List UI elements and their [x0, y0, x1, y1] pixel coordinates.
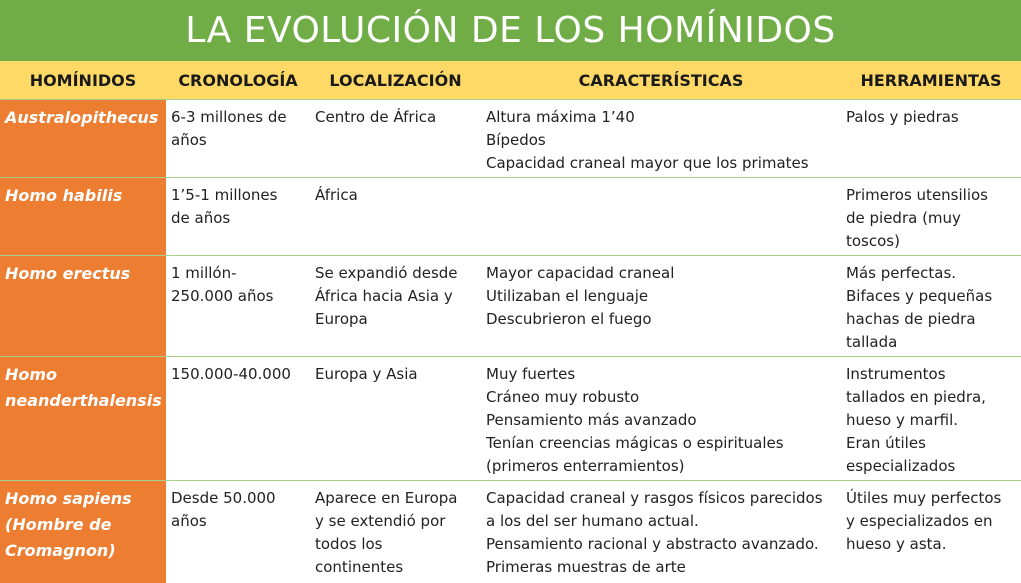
cronologia-line: de años — [171, 207, 306, 230]
caracteristicas-line: Pensamiento más avanzado — [486, 409, 837, 432]
caracteristicas-line: Descubrieron el fuego — [486, 308, 837, 331]
localizacion-line: continentes — [315, 556, 477, 579]
herramientas-line: tallada — [846, 331, 1017, 354]
hominido-line: (Hombre de — [5, 512, 162, 538]
caracteristicas-line: Capacidad craneal mayor que los primates — [486, 152, 837, 175]
table-row — [0, 357, 1021, 481]
caracteristicas-cell — [481, 357, 841, 481]
herramientas-line: hueso y asta. — [846, 533, 1017, 556]
caracteristicas-line: Altura máxima 1’40 — [486, 106, 837, 129]
cronologia-line: 1 millón- — [171, 262, 306, 285]
localizacion-cell — [310, 178, 481, 256]
caracteristicas-line: Muy fuertes — [486, 363, 837, 386]
caracteristicas-line: Cráneo muy robusto — [486, 386, 837, 409]
cronologia-cell — [166, 357, 310, 481]
herramientas-cell — [841, 256, 1021, 357]
caracteristicas-cell — [481, 481, 841, 583]
cronologia-cell — [166, 256, 310, 357]
localizacion-line: África — [315, 184, 477, 207]
hominido-line: Homo sapiens — [5, 486, 162, 512]
herramientas-line: Instrumentos — [846, 363, 1017, 386]
herramientas-line: especializados — [846, 455, 1017, 478]
caracteristicas-line: Capacidad craneal y rasgos físicos parecidos — [486, 487, 837, 510]
cronologia-cell — [166, 481, 310, 583]
hominids-table — [0, 61, 1021, 583]
caracteristicas-cell — [481, 256, 841, 357]
table-row — [0, 256, 1021, 357]
herramientas-line: Útiles muy perfectos — [846, 487, 1017, 510]
hominido-line: Cromagnon) — [5, 538, 162, 564]
localizacion-line: Se expandió desde — [315, 262, 477, 285]
herramientas-cell — [841, 357, 1021, 481]
herramientas-cell — [841, 481, 1021, 583]
header-hominidos: HOMÍNIDOS — [0, 61, 166, 100]
herramientas-line: Eran útiles — [846, 432, 1017, 455]
localizacion-line: todos los — [315, 533, 477, 556]
table-row — [0, 178, 1021, 256]
hominido-cell — [0, 481, 166, 583]
localizacion-line: Europa y Asia — [315, 363, 477, 386]
caracteristicas-line: a los del ser humano actual. — [486, 510, 837, 533]
localizacion-cell — [310, 357, 481, 481]
cronologia-line: 1’5-1 millones — [171, 184, 306, 207]
localizacion-cell — [310, 100, 481, 178]
caracteristicas-cell — [481, 178, 841, 256]
herramientas-line: tallados en piedra, — [846, 386, 1017, 409]
herramientas-cell — [841, 100, 1021, 178]
caracteristicas-line: Utilizaban el lenguaje — [486, 285, 837, 308]
header-localizacion: LOCALIZACIÓN — [310, 61, 481, 100]
header-herramientas: HERRAMIENTAS — [841, 61, 1021, 100]
herramientas-line: Palos y piedras — [846, 106, 1017, 129]
cronologia-cell — [166, 178, 310, 256]
herramientas-line: de piedra (muy — [846, 207, 1017, 230]
localizacion-cell — [310, 481, 481, 583]
caracteristicas-line: Primeras muestras de arte — [486, 556, 837, 579]
caracteristicas-line: (primeros enterramientos) — [486, 455, 837, 478]
cronologia-cell — [166, 100, 310, 178]
cronologia-line: años — [171, 129, 306, 152]
localizacion-cell — [310, 256, 481, 357]
hominido-cell — [0, 100, 166, 178]
herramientas-line: toscos) — [846, 230, 1017, 253]
hominido-line: neanderthalensis — [5, 388, 162, 414]
header-caracteristicas: CARACTERÍSTICAS — [481, 61, 841, 100]
cronologia-line: 250.000 años — [171, 285, 306, 308]
table-row — [0, 100, 1021, 178]
table-row — [0, 481, 1021, 583]
localizacion-line: Centro de África — [315, 106, 477, 129]
herramientas-line: hueso y marfil. — [846, 409, 1017, 432]
page-title: LA EVOLUCIÓN DE LOS HOMÍNIDOS — [0, 0, 1021, 61]
caracteristicas-line: Mayor capacidad craneal — [486, 262, 837, 285]
herramientas-line: y especializados en — [846, 510, 1017, 533]
hominido-line: Homo — [5, 362, 162, 388]
cronologia-line: 6-3 millones de — [171, 106, 306, 129]
herramientas-line: hachas de piedra — [846, 308, 1017, 331]
herramientas-line: Bifaces y pequeñas — [846, 285, 1017, 308]
hominido-line: Homo habilis — [5, 183, 162, 209]
localizacion-line: y se extendió por — [315, 510, 477, 533]
caracteristicas-line: Tenían creencias mágicas o espirituales — [486, 432, 837, 455]
header-cronologia: CRONOLOGÍA — [166, 61, 310, 100]
hominido-cell — [0, 357, 166, 481]
caracteristicas-cell — [481, 100, 841, 178]
herramientas-line: Primeros utensilios — [846, 184, 1017, 207]
localizacion-line: Europa — [315, 308, 477, 331]
caracteristicas-line: Bípedos — [486, 129, 837, 152]
hominido-cell — [0, 178, 166, 256]
cronologia-line: 150.000-40.000 — [171, 363, 306, 386]
cronologia-line: Desde 50.000 — [171, 487, 306, 510]
hominido-line: Homo erectus — [5, 261, 162, 287]
hominido-line: Australopithecus — [5, 105, 162, 131]
herramientas-cell — [841, 178, 1021, 256]
localizacion-line: África hacia Asia y — [315, 285, 477, 308]
header-row — [0, 61, 1021, 100]
hominido-cell — [0, 256, 166, 357]
caracteristicas-line: Pensamiento racional y abstracto avanzado. — [486, 533, 837, 556]
cronologia-line: años — [171, 510, 306, 533]
localizacion-line: Aparece en Europa — [315, 487, 477, 510]
herramientas-line: Más perfectas. — [846, 262, 1017, 285]
